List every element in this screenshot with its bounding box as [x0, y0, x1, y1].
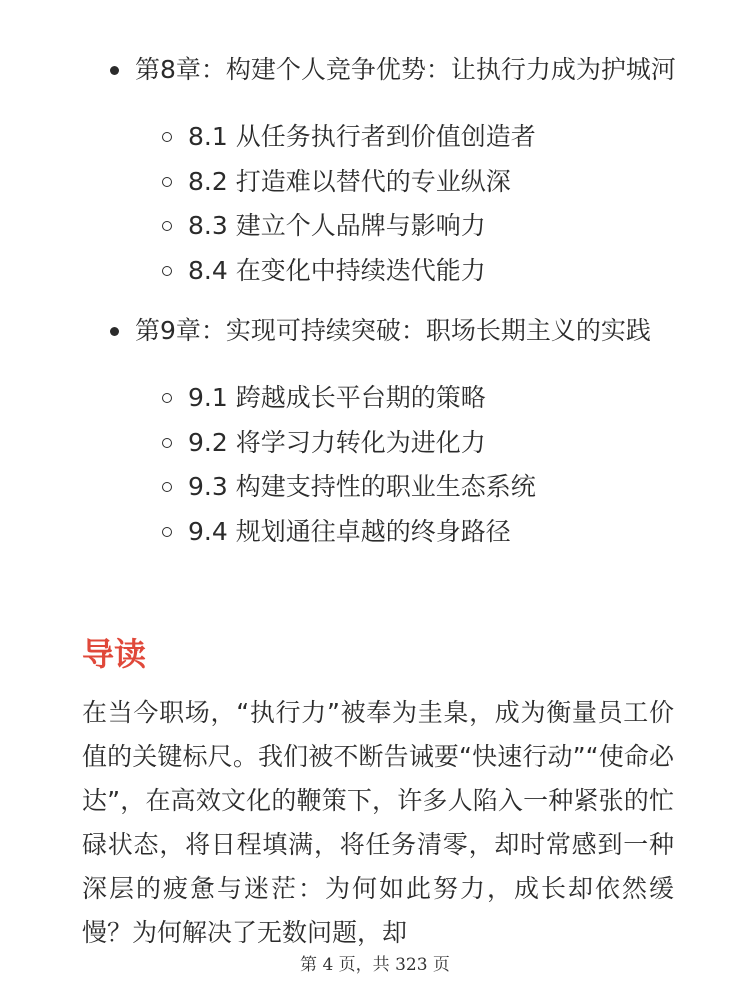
- section-heading: 导读: [82, 635, 147, 673]
- hollow-bullet-icon: [162, 527, 172, 537]
- toc-section-item[interactable]: [0, 421, 750, 466]
- hollow-bullet-icon: [162, 221, 172, 231]
- section-label: 8.4 在变化中持续迭代能力: [188, 255, 486, 285]
- toc-chapter-9[interactable]: [0, 313, 750, 349]
- toc-section-item[interactable]: [0, 465, 750, 510]
- toc-section-list: [0, 115, 750, 293]
- toc-section-item[interactable]: [0, 510, 750, 555]
- bullet-icon: [110, 327, 119, 336]
- section-label: 9.1 跨越成长平台期的策略: [188, 383, 486, 412]
- section-label: 8.1 从任务执行者到价值创造者: [188, 122, 536, 151]
- toc-section-item[interactable]: [0, 160, 750, 205]
- toc-section-item[interactable]: [0, 115, 750, 160]
- chapter-title: 第9章：实现可持续突破：职场长期主义的实践: [135, 316, 651, 345]
- section-label: 9.2 将学习力转化为进化力: [188, 427, 486, 457]
- hollow-bullet-icon: [162, 482, 172, 492]
- section-label: 9.4 规划通往卓越的终身路径: [188, 516, 511, 546]
- chapter-title: 第8章：构建个人竞争优势：让执行力成为护城河: [135, 55, 676, 84]
- hollow-bullet-icon: [162, 177, 172, 187]
- bullet-icon: [110, 66, 119, 75]
- section-label: 8.2 打造难以替代的专业纵深: [188, 166, 511, 196]
- toc-section-item[interactable]: [0, 249, 750, 294]
- table-of-contents: [0, 52, 750, 554]
- page-number-footer: 第 4 页，共 323 页: [300, 955, 450, 975]
- section-label: 9.3 构建支持性的职业生态系统: [188, 472, 536, 501]
- toc-section-item[interactable]: [0, 204, 750, 249]
- hollow-bullet-icon: [162, 132, 172, 142]
- hollow-bullet-icon: [162, 266, 172, 276]
- intro-paragraph: 在当今职场，“执行力”被奉为圭臬，成为衡量员工价值的关键标尺。我们被不断告诫要“快速行动”“使命必达”，在高效文化的鞭策下，许多人陷入一种紧张的忙碌状态，将日程填满，将任务清零，却时常感到一种深层的疲惫与迷茫：为何如此努力，成长却依然缓慢？为何解决了无数问题，却: [82, 698, 674, 947]
- toc-section-list: [0, 376, 750, 554]
- toc-section-item[interactable]: [0, 376, 750, 421]
- toc-chapter-8[interactable]: [0, 52, 750, 88]
- hollow-bullet-icon: [162, 438, 172, 448]
- hollow-bullet-icon: [162, 393, 172, 403]
- section-label: 8.3 建立个人品牌与影响力: [188, 211, 486, 240]
